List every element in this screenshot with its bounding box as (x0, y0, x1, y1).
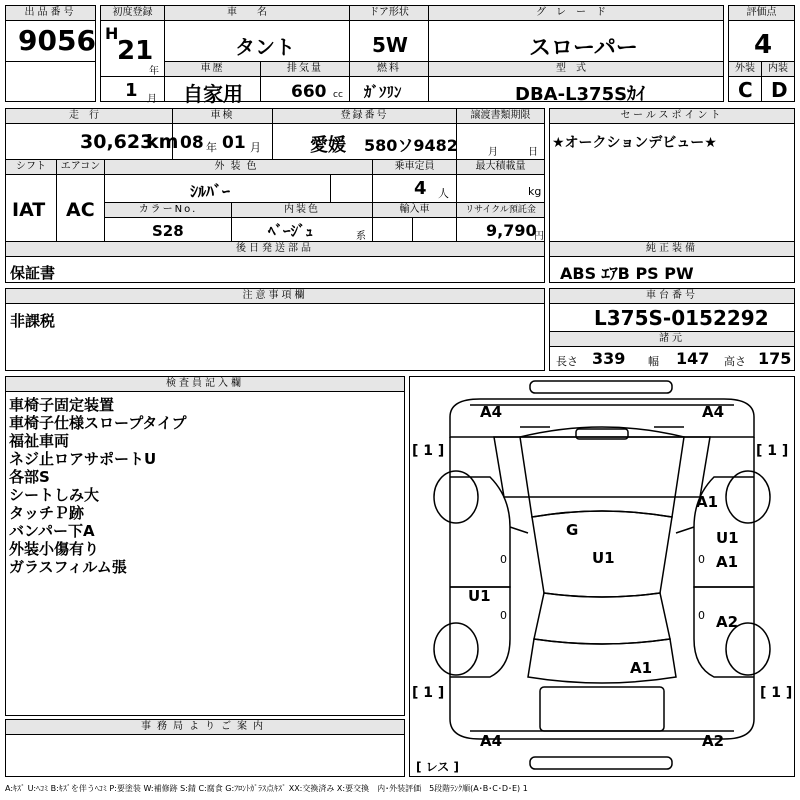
shift-label: シフト (6, 160, 56, 175)
car-name-box (164, 5, 350, 62)
note-line: 各部S (9, 468, 50, 486)
inspector-notes (9, 396, 186, 576)
transfer-label: 譲渡書類期限 (456, 109, 544, 124)
car-name: タント (235, 35, 295, 59)
mark-a2-right: A2 (716, 613, 739, 631)
note-line: タッチＰ跡 (9, 504, 85, 522)
door-box (349, 5, 429, 62)
lot-number: 9056 (18, 24, 96, 57)
damage-diagram-box (409, 376, 795, 777)
mark-a4-front-left: A4 (480, 403, 503, 421)
grade-label: グレード (429, 6, 723, 21)
mark-a2-rear-right: A2 (702, 732, 725, 750)
color-number-label: カラーNo. (105, 203, 231, 218)
legend: A:ｷｽﾞ U:ﾍｺﾐ B:ｷｽﾞを伴うﾍｺﾐ P:要塗装 W:補修跡 S:錆 C:腐食 G:ﾌﾛﾝﾄｶﾞﾗｽ点ｷｽﾞ XX:交換済み X:要交換 内･外装評価 5段階ﾗﾝｸ順(A･B･C･D･E) 1 (5, 784, 528, 793)
plate-label: 登録番号 (272, 109, 456, 124)
note-line: ガラスフィルム張 (9, 558, 127, 576)
lot-box (5, 5, 96, 62)
note-line: ネジ止ロアサポートU (9, 450, 157, 468)
lot-label: 出品番号 (6, 6, 95, 21)
car-diagram (410, 377, 794, 776)
mark-g-windshield: G (566, 521, 579, 539)
inspection-year-unit: 年 (206, 141, 217, 154)
plate-number: 580ソ9482 (364, 136, 458, 155)
exterior-grade-label: 外装 (729, 62, 761, 77)
note-line: 外装小傷有り (9, 540, 100, 558)
mileage: 30,623 (80, 131, 154, 153)
mark-a4-front-right: A4 (702, 403, 725, 421)
height: 175 (758, 349, 792, 368)
mark-1-front-right: [ 1 ] (756, 443, 789, 459)
mark-1-front-left: [ 1 ] (412, 443, 445, 459)
reg-month: 1 (125, 80, 138, 101)
transfer-month: 月 (488, 147, 498, 158)
reg-year: 21 (117, 36, 154, 66)
equipment-label: 純正装備 (550, 242, 794, 257)
ac-label: エアコン (56, 160, 104, 175)
sales-point-box (549, 108, 795, 242)
chassis-box (549, 288, 795, 371)
mark-u1-left: U1 (468, 587, 491, 605)
width-label: 幅 (648, 355, 659, 368)
mark-1-rear-right: [ 1 ] (760, 685, 793, 701)
note-line: シートしみ大 (9, 486, 100, 504)
displacement-unit: cc (333, 90, 343, 100)
tire-mark-left-front: 0 (500, 553, 507, 566)
inspection-month: 01 (222, 133, 246, 153)
capacity-unit: 人 (438, 187, 449, 200)
displacement-label: 排気量 (261, 62, 349, 77)
history: 自家用 (183, 82, 243, 106)
grade-box (428, 5, 724, 62)
later-parts: 保証書 (10, 264, 56, 282)
later-parts-label: 後日発送部品 (6, 242, 544, 257)
recycle-label: リサイクル預託金 (456, 203, 544, 218)
sales-point-label: セールスポイント (550, 109, 794, 124)
interior-grade-box (761, 61, 795, 102)
model-box (428, 61, 724, 105)
fuel: ｶﾞｿﾘﾝ (364, 83, 402, 101)
exterior-color: ｼﾙﾊﾞｰ (190, 182, 231, 201)
fuel-box (349, 61, 429, 102)
vehicle-info-box (5, 108, 545, 242)
tire-mark-right-front: 0 (698, 553, 705, 566)
mileage-unit: km (146, 131, 179, 153)
month-unit: 月 (147, 94, 157, 105)
equipment: ABS ｴｱB PS PW (560, 264, 694, 283)
interior-color: ﾍﾞｰｼﾞｭ (268, 222, 314, 240)
model: DBA-L375Sｶｲ (515, 84, 646, 105)
color-label: 外装色 (105, 160, 372, 175)
ac: AC (66, 199, 95, 221)
mark-a1-rear: A1 (630, 659, 653, 677)
interior-grade-label: 内装 (762, 62, 794, 77)
caution-label: 注意事項欄 (6, 289, 544, 304)
history-label: 車歴 (165, 62, 260, 77)
color-number: S28 (152, 222, 184, 240)
exterior-grade-box (728, 61, 762, 102)
capacity-label: 乗車定員 (372, 160, 456, 175)
inspection-month-unit: 月 (250, 141, 261, 154)
mark-u1-right: U1 (716, 529, 739, 547)
recycle-fee: 9,790 (486, 221, 537, 240)
car-name-label: 車名 (165, 6, 349, 21)
mark-a1-right-top: A1 (696, 493, 719, 511)
interior-color-label: 内装色 (231, 203, 372, 218)
first-reg-label: 初度登録 (101, 6, 164, 21)
transfer-day: 日 (528, 147, 538, 158)
score: 4 (754, 30, 773, 60)
caution: 非課税 (10, 312, 56, 330)
model-label: 型式 (429, 62, 723, 77)
import-label: 輸入車 (372, 203, 456, 218)
inspection-label: 車検 (172, 109, 272, 124)
interior-grade: D (771, 78, 788, 102)
note-line: 車椅子固定装置 (9, 396, 115, 414)
grade: スローパー (529, 36, 638, 61)
chassis-number: L375S-0152292 (594, 306, 769, 330)
mileage-label: 走行 (6, 109, 172, 124)
note-line: 福祉車両 (9, 432, 70, 450)
inspection-year: 08 (180, 133, 204, 153)
tire-mark-right-rear: 0 (698, 609, 705, 622)
spare-tire-mark: [ レス ] (416, 760, 459, 774)
later-parts-box (5, 241, 545, 283)
office-box (5, 719, 405, 777)
era: H (105, 24, 119, 43)
note-line: 車椅子仕様スロープタイプ (9, 414, 187, 432)
equipment-box (549, 241, 795, 283)
length: 339 (592, 349, 626, 368)
width: 147 (676, 349, 710, 368)
tire-mark-left-rear: 0 (500, 609, 507, 622)
score-box (728, 5, 795, 62)
height-label: 高さ (724, 355, 746, 368)
score-label: 評価点 (729, 6, 794, 21)
lot-sub-box (5, 61, 96, 102)
mark-a4-rear-left: A4 (480, 732, 503, 750)
load-unit: kg (528, 185, 542, 198)
capacity: 4 (414, 178, 427, 199)
load-label: 最大積載量 (456, 160, 544, 175)
chassis-label: 車台番号 (550, 289, 794, 304)
note-line: バンパー下A (9, 522, 95, 540)
displacement-box (260, 61, 350, 102)
mark-u1-roof: U1 (592, 549, 615, 567)
displacement: 660 (291, 82, 327, 102)
fuel-label: 燃料 (350, 62, 428, 77)
mark-a1-right: A1 (716, 553, 739, 571)
exterior-grade: C (738, 78, 753, 102)
door-label: ドア形状 (350, 6, 428, 21)
year-unit: 年 (149, 66, 159, 77)
door-type: 5W (372, 33, 408, 57)
mark-1-rear-left: [ 1 ] (412, 685, 445, 701)
first-reg-box (100, 5, 165, 105)
caution-box (5, 288, 545, 371)
office-label: 事務局よりご案内 (6, 720, 404, 735)
plate-area: 愛媛 (310, 135, 346, 156)
sales-point: ★オークションデビュー★ (552, 135, 717, 151)
inspector-box (5, 376, 405, 716)
spec-label: 諸元 (550, 331, 794, 347)
interior-color-unit: 系 (356, 231, 366, 242)
inspector-label: 検査員記入欄 (6, 377, 404, 392)
history-box (164, 61, 261, 106)
shift: IAT (12, 199, 46, 221)
length-label: 長さ (556, 355, 578, 368)
recycle-unit: 円 (534, 231, 544, 242)
